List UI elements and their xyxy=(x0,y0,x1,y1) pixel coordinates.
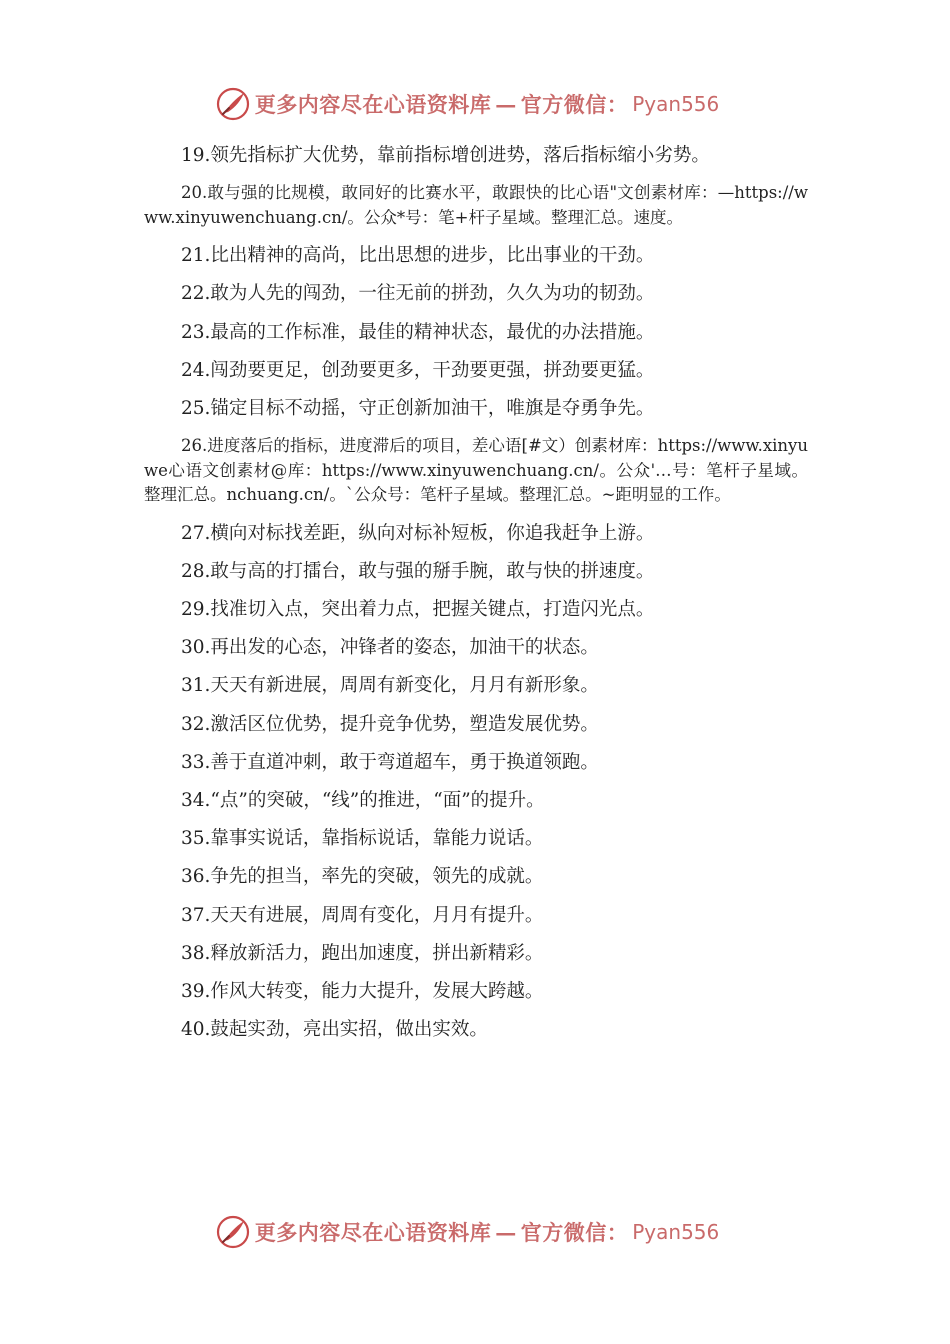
footer-site-text: 更多内容尽在心语资料库 xyxy=(254,1220,492,1245)
list-item: 23.最高的工作标准，最佳的精神状态，最优的办法措施。 xyxy=(181,321,655,343)
list-item: 22.敢为人先的闯劲，一往无前的拼劲，久久为功的韧劲。 xyxy=(181,283,655,305)
list-item: 20.敢与强的比规模，敢同好的比赛水平，敢跟快的比心语"文创素材库：—https://www.xinyuwenchuang.cn/。公众*号：笔+杆子星域。整理汇总。速度。 xyxy=(144,183,808,227)
list-item: 38.释放新活力，跑出加速度，拼出新精彩。 xyxy=(181,942,544,964)
list-item: 34.“点”的突破，“线”的推进，“面”的提升。 xyxy=(181,789,545,811)
list-item: 36.争先的担当，率先的突破，领先的成就。 xyxy=(181,866,544,888)
quill-logo-icon xyxy=(215,86,251,122)
list-item: 25.锚定目标不动摇，守正创新加油干，唯旗是夺勇争先。 xyxy=(181,397,655,419)
list-item: 21.比出精神的高尚，比出思想的进步，比出事业的干劲。 xyxy=(181,245,655,267)
header-banner-inner xyxy=(215,86,720,122)
list-item: 19.领先指标扩大优势，靠前指标增创进势，落后指标缩小劣势。 xyxy=(181,145,710,166)
list-item: 35.靠事实说话，靠指标说话，靠能力说话。 xyxy=(181,828,544,850)
list-item: 37.天天有进展，周周有变化，月月有提升。 xyxy=(181,904,544,926)
header-contact-label: 官方微信： xyxy=(520,92,629,117)
list-item: 24.闯劲要更足，创劲要更多，干劲要更强，拼劲要更猛。 xyxy=(181,359,655,381)
list-item: 31.天天有新进展，周周有新变化，月月有新形象。 xyxy=(181,675,599,697)
list-item: 26.进度落后的指标，进度滞后的项目，差心语[#文）创素材库：https://www.xinyuwe心语文创素材@库：https://www.xinyuwenchuang.cn/。公众'…号：笔杆子星域。整理汇总。nchuang.cn/。`公众号：笔杆子星域。整理汇总。~距明显的工作。 xyxy=(144,436,808,505)
list-item: 39.作风大转变，能力大提升，发展大跨越。 xyxy=(181,980,544,1002)
header-dash: — xyxy=(495,91,517,117)
list-item: 40.鼓起实劲，亮出实招，做出实效。 xyxy=(181,1019,488,1041)
footer-contact-label: 官方微信： xyxy=(520,1220,629,1245)
list-item: 33.善于直道冲刺，敢于弯道超车，勇于换道领跑。 xyxy=(181,751,599,773)
list-item: 28.敢与高的打擂台，敢与强的掰手腕，敢与快的拼速度。 xyxy=(181,560,655,582)
header-banner xyxy=(0,84,950,124)
footer-banner xyxy=(0,1212,950,1252)
list-item: 32.激活区位优势，提升竞争优势，塑造发展优势。 xyxy=(181,713,599,735)
list-item: 29.找准切入点，突出着力点，把握关键点，打造闪光点。 xyxy=(181,599,655,620)
footer-contact-id: Pyan556 xyxy=(632,1220,720,1244)
footer-banner-inner xyxy=(215,1214,720,1250)
footer-dash: — xyxy=(495,1219,517,1245)
header-site-text: 更多内容尽在心语资料库 xyxy=(254,92,492,117)
list-item: 27.横向对标找差距，纵向对标补短板，你追我赶争上游。 xyxy=(181,522,655,544)
document-body xyxy=(144,143,808,1055)
quill-logo-icon xyxy=(215,1214,251,1250)
header-contact-id: Pyan556 xyxy=(632,92,720,116)
list-item: 30.再出发的心态，冲锋者的姿态，加油干的状态。 xyxy=(181,637,599,659)
